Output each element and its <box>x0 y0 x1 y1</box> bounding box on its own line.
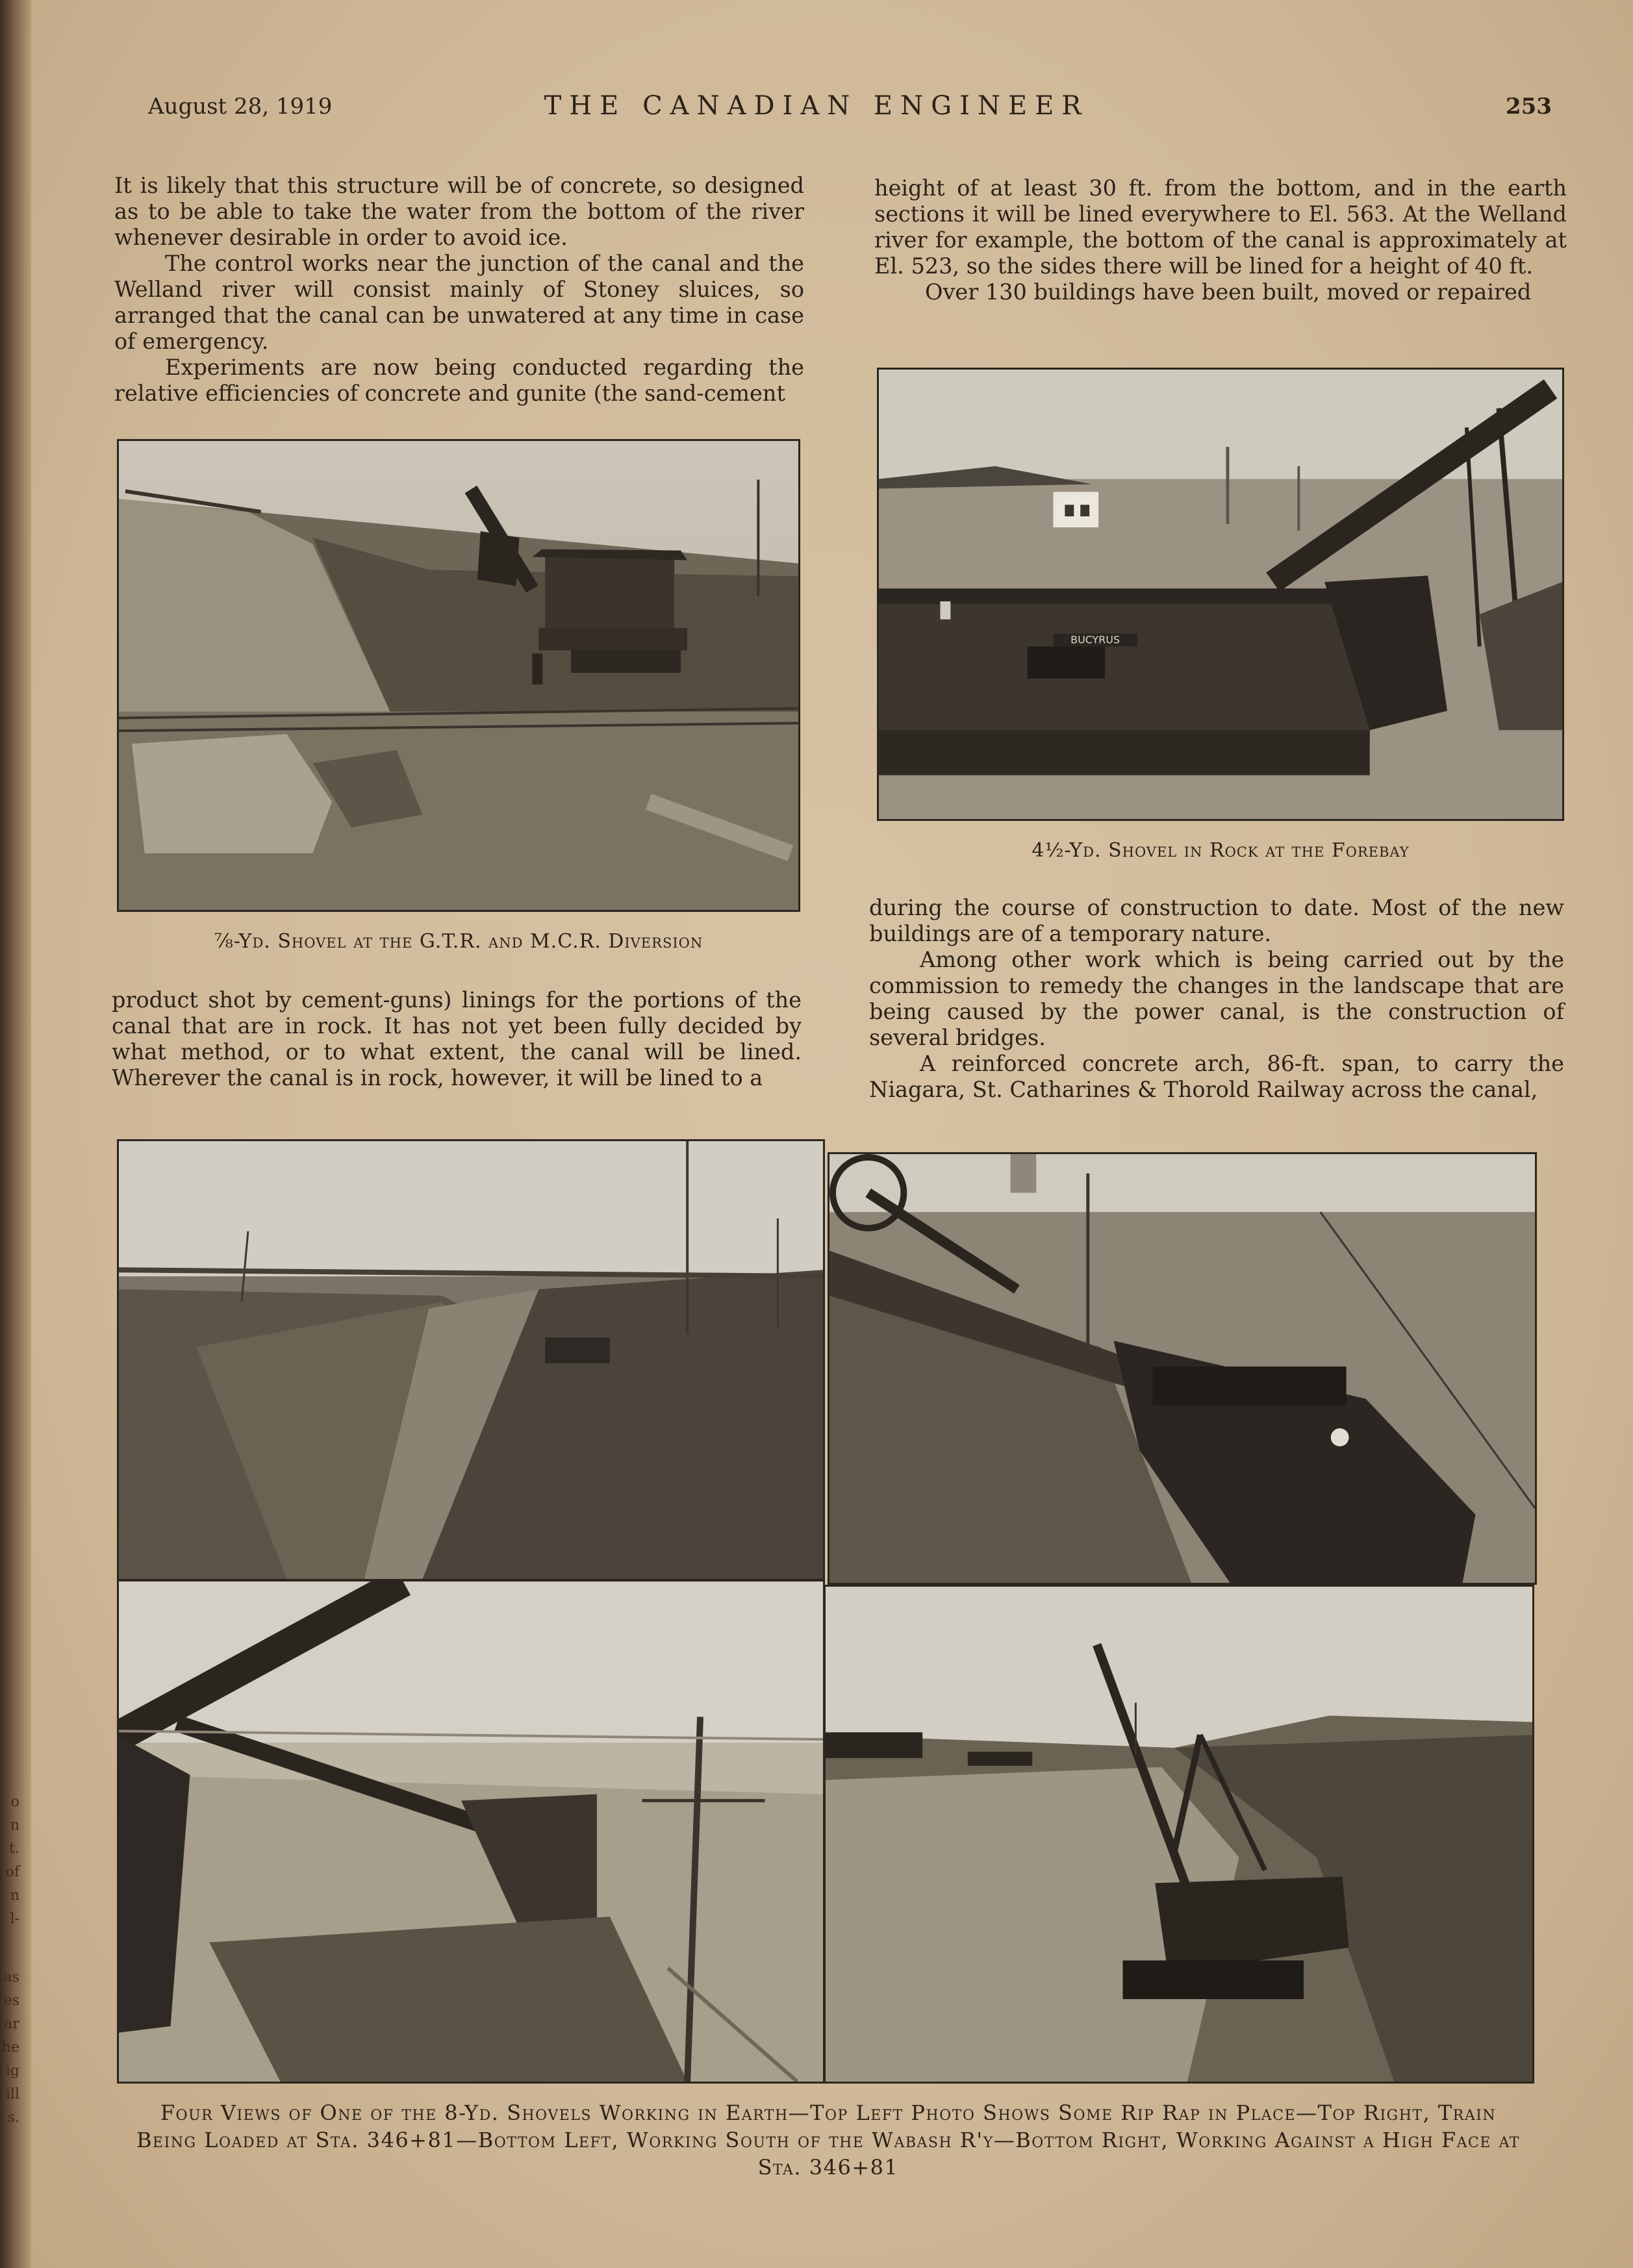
photo-top-left-rip-rap <box>117 1139 825 1581</box>
caption-shovel-forebay: 4½-Yd. Shovel in Rock at the Forebay <box>1032 839 1410 862</box>
photo-bottom-right-high-face <box>824 1585 1534 2084</box>
paragraph: during the course of construction to date. Most of the new buildings are of a temporary nature. <box>869 895 1564 946</box>
right-column-bottom <box>869 895 1564 1103</box>
left-column-top <box>114 173 804 407</box>
issue-date: August 28, 1919 <box>148 94 333 120</box>
paragraph: Experiments are now being conducted regarding the relative efficiencies of concrete and gunite (the sand-cement <box>114 355 804 406</box>
gutter-fragment: t. <box>9 1841 19 1857</box>
photo-top-right-train-loading <box>828 1152 1537 1585</box>
photo-shovel-forebay <box>877 368 1564 821</box>
gutter-fragment: s. <box>7 2110 19 2126</box>
gutter-fragment: ar <box>4 2016 19 2032</box>
gutter-fragment: ill <box>5 2086 19 2102</box>
gutter-fragment: n <box>10 1817 19 1833</box>
gutter-fragment: es <box>3 1993 19 2009</box>
paragraph: product shot by cement-guns) linings for the portions of the canal that are in rock. It has not yet been fully decided by what method, or to what extent, the canal will be lined. Wherever the canal is in rock, however, it will be lined to a <box>112 987 802 1090</box>
gutter-fragment: he <box>1 2039 19 2056</box>
journal-title: THE CANADIAN ENGINEER <box>544 91 1089 121</box>
paragraph: Over 130 buildings have been built, moved or repaired <box>925 279 1532 305</box>
caption-four-views: Four Views of One of the 8-Yd. Shovels Working in Earth—Top Left Photo Shows Some Rip Rap in Place—Top Right, Train Being Loaded at Sta. 346+81—Bottom Left, Working South of the Wabash R'y—Bottom Right, Working Against a High Face at Sta. 346+81 <box>136 2100 1520 2180</box>
gutter-fragment: n <box>10 1887 19 1904</box>
paragraph: A reinforced concrete arch, 86-ft. span, to carry the Niagara, St. Catharines & Thorold Railway across the canal, <box>869 1051 1564 1102</box>
gutter-fragment: ig <box>5 2063 19 2079</box>
gutter-fragment: o <box>10 1794 19 1810</box>
photo-shovel-diversion <box>117 439 800 912</box>
page-number: 253 <box>1506 94 1552 120</box>
right-column-top <box>874 175 1567 305</box>
photo-bottom-left-wabash <box>117 1580 825 2084</box>
bucyrus-sign: BUCYRUS <box>1070 633 1120 646</box>
gutter-fragment: as <box>3 1969 19 1985</box>
caption-shovel-diversion: ⅞-Yd. Shovel at the G.T.R. and M.C.R. Diversion <box>214 930 703 953</box>
paragraph: It is likely that this structure will be of concrete, so designed as to be able to take the water from the bottom of the river whenever desirable in order to avoid ice. <box>114 173 804 250</box>
paragraph: Among other work which is being carried out by the commission to remedy the changes in the landscape that are being caused by the power canal, is the construction of several bridges. <box>869 947 1564 1050</box>
gutter-fragment: l- <box>10 1911 19 1927</box>
paragraph: The control works near the junction of the canal and the Welland river will consist mainly of Stoney sluices, so arranged that the canal can be unwatered at any time in case of emergency. <box>114 251 804 354</box>
paragraph: height of at least 30 ft. from the bottom, and in the earth sections it will be lined everywhere to El. 563. At the Welland river for example, the bottom of the canal is approximately at El. 523, so the sides there will be lined for a height of 40 ft. <box>874 175 1567 279</box>
gutter-fragment: of <box>5 1864 19 1880</box>
left-column-bottom <box>112 987 802 1091</box>
